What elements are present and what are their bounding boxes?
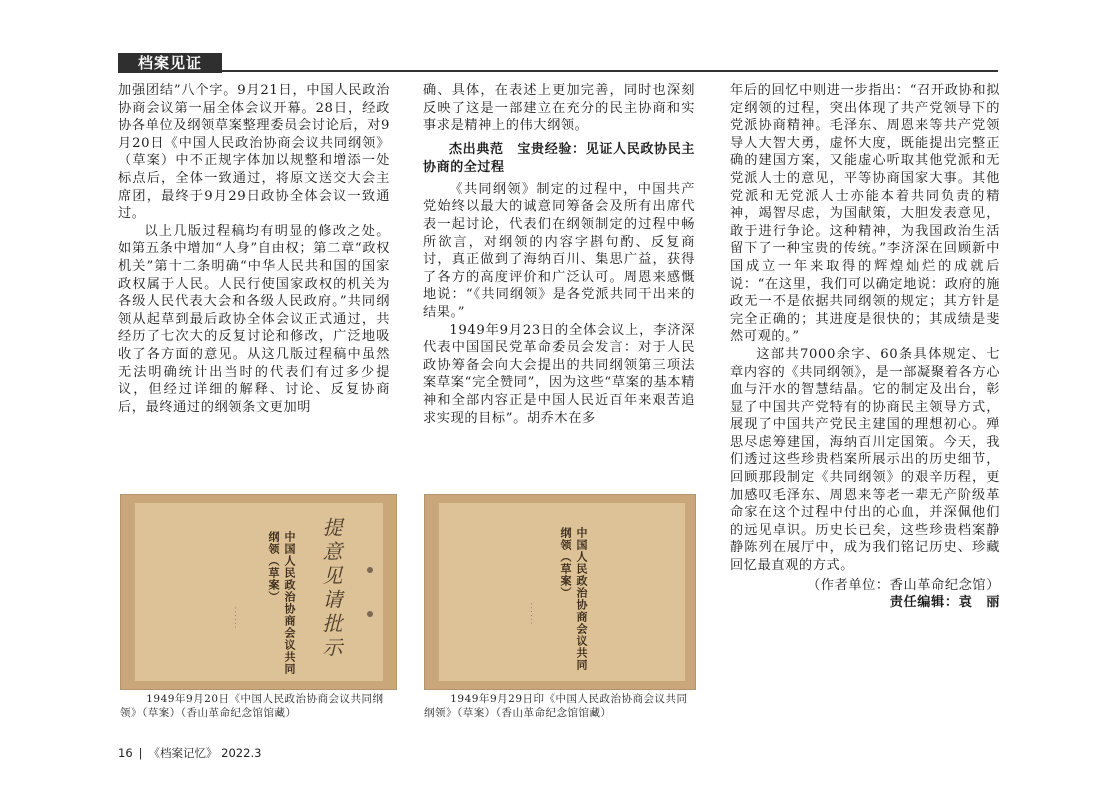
archive-photo-draft <box>120 494 397 690</box>
archive-photo-print <box>424 494 696 690</box>
photo-caption: 1949年9月29日印《中国人民政治协商会议共同纲领》（草案）（香山革命纪念馆馆藏） <box>424 693 688 719</box>
paragraph: 加强团结”八个字。9月21日，中国人民政治协商会议第一届全体会议开幕。28日，经政协各单位及纲领草案整理委员会讨论后，对9月20日《中国人民政治协商会议共同纲领》（草案）中不正规字体加以规整和增添一处标点后，全体一致通过，将原文送交大会主席团，最终于9月29日政协全体会议一致通过。 <box>118 83 390 222</box>
print-mark: · · · · · · <box>231 607 238 628</box>
paragraph: 以上几版过程稿均有明显的修改之处。如第五条中增加“人身”自由权；第二章“政权机关”第十二条明确“中华人民共和国的国家政权属于人民。人民行使国家政权的机关为各级人民代表大会和各级人民政府。”共同纲领从起草到最后政协全体会议正式通过，共经历了七次大的反复讨论和修改，广泛地吸收了各方面的意见。从这几版过程稿中虽然无法明确统计出当时的代表们有过多少提议，但经过详细的解释、讨论、反复协商后，最终通过的纲领条文更加明 <box>118 223 390 415</box>
binder-hole <box>367 567 373 573</box>
page-number: 16 <box>118 746 133 760</box>
paragraph: 《共同纲领》制定的过程中，中国共产党始终以最大的诚意同筹备会及所有出席代表一起讨论，代表们在纲领制定的过程中畅所欲言，对纲领的内容字斟句酌、反复商讨，真正做到了海纳百川、集思广益，获得了各方的高度评价和广泛认可。周恩来感慨地说：“《共同纲领》是各党派共同干出来的结果。” <box>423 181 695 320</box>
header-rule <box>222 70 998 72</box>
photo-caption: 1949年9月20日《中国人民政治协商会议共同纲领》（草案）（香山革命纪念馆馆藏） <box>120 693 384 719</box>
text-column-1 <box>118 82 390 494</box>
document-page <box>439 503 685 681</box>
text-column-3 <box>730 82 1000 732</box>
document-title: 中国人民政治协商会议共同纲领（草案） <box>267 531 296 675</box>
author-affiliation: （作者单位：香山革命纪念馆） <box>806 577 1000 593</box>
section-subheading: 杰出典范 宝贵经验：见证人民政协民主协商的全过程 <box>423 141 695 175</box>
section-header <box>118 50 998 74</box>
journal-name: 《档案记忆》 <box>148 746 218 760</box>
binder-hole <box>367 611 373 617</box>
issue-number: 2022.3 <box>221 746 262 760</box>
paragraph: 年后的回忆中则进一步指出：“召开政协和拟定纲领的过程，突出体现了共产党领导下的党派协商精神。毛泽东、周恩来等共产党领导人大智大勇，虚怀大度，既能提出完整正确的建国方案，又能虚心听取其他党派和无党派人士的意见，平等协商国家大事。其他党派和无党派人士亦能本着共同负责的精神，竭智尽虑，为国献策，大胆发表意见，敢于进行争论。这种精神，为我国政治生活留下了一种宝贵的传统。”李济深在回顾新中国成立一年来取得的辉煌灿烂的成就后说：“在这里，我们可以确定地说：政府的施政无一不是依据共同纲领的规定；其方针是完全正确的；其进度是很快的；其成绩是斐然可观的。” <box>730 83 1000 345</box>
page-footer <box>118 745 261 761</box>
document-page <box>135 503 383 681</box>
paragraph: 1949年9月23日的全体会议上，李济深代表中国国民党革命委员会发言：对于人民政协筹备会向大会提出的共同纲领第三项法案草案“完全赞同”，因为这些“草案的基本精神和全部内容正是中国人民近百年来艰苦追求实现的目标”。胡乔木在多 <box>423 322 695 426</box>
document-title: 中国人民政治协商会议共同纲领（草案） <box>559 527 588 671</box>
section-title: 档案见证 <box>118 53 222 73</box>
paragraph: 确、具体，在表述上更加完善，同时也深刻反映了这是一部建立在充分的民主协商和实事求是精神上的伟大纲领。 <box>423 83 695 134</box>
text-column-2 <box>423 82 695 494</box>
handwritten-note: 提意见请批示 <box>319 517 343 661</box>
responsible-editor: 责任编辑：袁 丽 <box>889 595 1000 611</box>
print-mark: · · · · · · <box>527 603 534 624</box>
footer-separator: | <box>138 746 143 760</box>
paragraph: 这部共7000余字、60条具体规定、七章内容的《共同纲领》，是一部凝聚着各方心血与汗水的智慧结晶。它的制定及出台，彰显了中国共产党特有的协商民主领导方式，展现了中国共产党民主建国的理想初心。殚思尽虑筹建国，海纳百川定国策。今天，我们透过这些珍贵档案所展示出的历史细节，回顾那段制定《共同纲领》的艰辛历程，更加感叹毛泽东、周恩来等老一辈无产阶级革命家在这个过程中付出的心血，并深佩他们的远见卓识。历史长已矣，这些珍贵档案静静陈列在展厅中，成为我们铭记历史、珍藏回忆最直观的方式。 <box>730 346 1000 574</box>
